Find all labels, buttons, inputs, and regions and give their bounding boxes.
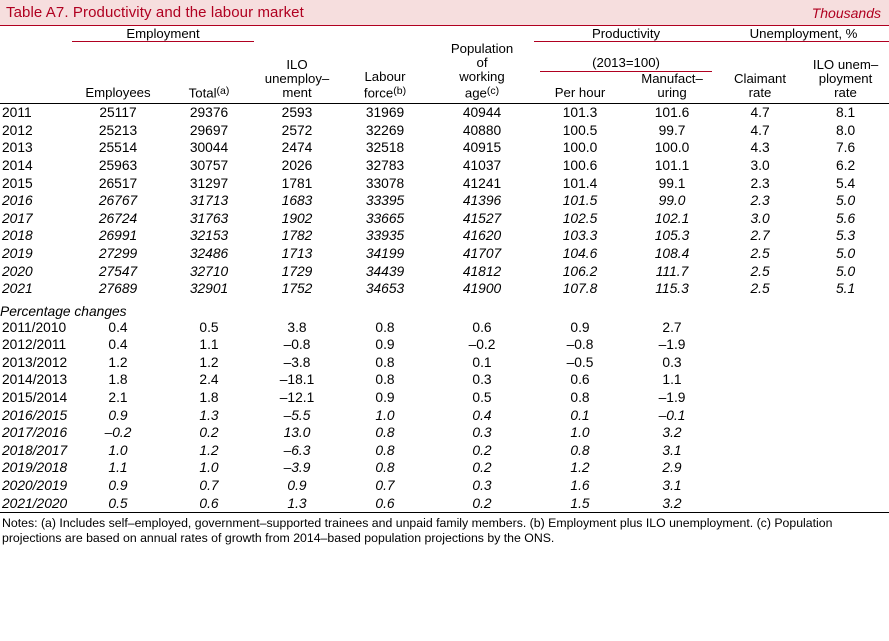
cell-manufacturing: 115.3 (655, 281, 689, 297)
group-unemployment: Unemployment, % (718, 26, 889, 42)
table-row (0, 157, 889, 175)
cell-pop_working_age: 41396 (462, 193, 502, 209)
cell-employees: 0.9 (108, 478, 128, 494)
cell-labour_force: 0.8 (375, 442, 395, 458)
percentage-changes-label-row (0, 304, 889, 319)
cell-total: 29697 (189, 122, 229, 138)
cell-ilo_rate (802, 389, 889, 407)
table-title-bar (0, 0, 889, 26)
cell-claimant: 2.5 (750, 263, 770, 279)
cell-employees: 1.8 (108, 372, 128, 388)
cell-year: 2021/2020 (2, 495, 68, 511)
cell-manufacturing: 99.7 (658, 122, 686, 138)
col-employees: Employees (85, 85, 151, 101)
cell-per_hour: –0.8 (566, 337, 594, 353)
cell-employees: 26991 (98, 228, 138, 244)
cell-year: 2015/2014 (2, 390, 68, 406)
cell-total: 0.2 (199, 425, 219, 441)
cell-pop_working_age: 0.6 (472, 319, 492, 335)
cell-pop_working_age: 41527 (462, 210, 502, 226)
cell-year: 2016/2015 (2, 407, 68, 423)
cell-claimant: 2.3 (750, 193, 770, 209)
cell-pop_working_age: 40944 (462, 105, 502, 121)
page-title: Table A7. Productivity and the labour market (6, 4, 304, 21)
cell-ilo_unemp: –3.8 (283, 354, 311, 370)
cell-pop_working_age: 0.5 (472, 390, 492, 406)
cell-pop_working_age: 41241 (462, 175, 502, 191)
cell-labour_force: 32783 (365, 157, 405, 173)
cell-ilo_rate: 8.0 (835, 122, 856, 138)
cell-total: 31297 (189, 175, 229, 191)
cell-ilo_rate (802, 407, 889, 425)
cell-claimant: 4.7 (750, 105, 770, 121)
cell-year: 2020 (2, 263, 33, 279)
cell-year: 2011 (2, 105, 32, 121)
cell-manufacturing: 102.1 (654, 210, 690, 226)
col-manufacturing: Manufact– uring (641, 71, 703, 101)
cell-ilo_unemp: 1713 (281, 245, 313, 261)
cell-year: 2012 (2, 122, 33, 138)
cell-ilo_unemp: 1782 (281, 228, 313, 244)
cell-ilo_unemp: 1781 (281, 175, 313, 191)
cell-manufacturing: 99.0 (658, 193, 686, 209)
cell-labour_force: 0.8 (375, 319, 395, 335)
cell-year: 2019/2018 (2, 460, 68, 476)
cell-year: 2013/2012 (2, 354, 68, 370)
cell-year: 2012/2011 (2, 337, 67, 353)
cell-per_hour: –0.5 (566, 354, 594, 370)
cell-pop_working_age: 41900 (462, 281, 502, 297)
cell-ilo_unemp: –5.5 (283, 407, 311, 423)
table-row (0, 389, 889, 407)
table-row (0, 424, 889, 442)
cell-total: 1.0 (199, 460, 219, 476)
cell-ilo_rate (802, 371, 889, 389)
table-row (0, 371, 889, 389)
col-population-working-age: Population of working age$^{(c)}$ (450, 40, 514, 101)
cell-claimant (718, 389, 802, 407)
cell-per_hour: 0.1 (570, 407, 590, 423)
cell-per_hour: 106.2 (562, 263, 598, 279)
cell-ilo_unemp: 1902 (281, 210, 313, 226)
cell-total: 30044 (189, 140, 229, 156)
cell-manufacturing: –0.1 (658, 407, 686, 423)
cell-ilo_unemp: –6.3 (283, 442, 311, 458)
cell-per_hour: 0.6 (570, 372, 590, 388)
cell-ilo_rate (802, 354, 889, 372)
table-row (0, 495, 889, 513)
cell-claimant: 4.7 (750, 122, 770, 138)
cell-pop_working_age: 0.2 (472, 460, 492, 476)
cell-ilo_unemp: –0.8 (283, 337, 311, 353)
cell-manufacturing: 2.7 (662, 319, 682, 335)
percentage-changes-label: Percentage changes (0, 303, 127, 319)
cell-labour_force: 33395 (365, 193, 405, 209)
cell-employees: –0.2 (104, 425, 132, 441)
cell-manufacturing: 111.7 (655, 263, 689, 279)
cell-labour_force: 0.8 (375, 372, 395, 388)
cell-ilo_unemp: –3.9 (283, 460, 311, 476)
cell-per_hour: 101.4 (562, 175, 598, 191)
cell-labour_force: 0.9 (375, 390, 395, 406)
cell-manufacturing: 1.1 (662, 372, 682, 388)
cell-total: 32153 (189, 228, 229, 244)
cell-total: 1.1 (199, 337, 219, 353)
cell-ilo_rate (802, 424, 889, 442)
cell-claimant (718, 495, 802, 513)
cell-pop_working_age: 41037 (462, 157, 502, 173)
cell-per_hour: 0.9 (570, 319, 590, 335)
cell-labour_force: 0.8 (375, 425, 395, 441)
cell-employees: 0.4 (108, 337, 128, 353)
cell-total: 1.8 (199, 390, 219, 406)
cell-labour_force: 34653 (365, 281, 405, 297)
cell-labour_force: 0.7 (375, 478, 395, 494)
cell-labour_force: 34199 (365, 245, 405, 261)
cell-employees: 27547 (98, 263, 138, 279)
cell-per_hour: 1.2 (570, 460, 590, 476)
cell-employees: 27299 (98, 245, 138, 261)
cell-year: 2015 (2, 175, 33, 191)
table-row (0, 407, 889, 425)
cell-pop_working_age: –0.2 (468, 337, 496, 353)
cell-per_hour: 100.5 (562, 122, 598, 138)
col-labour-force: Labour force$^{(b)}$ (363, 68, 407, 101)
cell-year: 2017 (2, 210, 33, 226)
cell-ilo_rate (802, 459, 889, 477)
productivity-table (0, 26, 889, 512)
cell-employees: 25117 (99, 105, 137, 121)
col-per-hour: Per hour (554, 85, 606, 101)
cell-per_hour: 102.5 (562, 210, 598, 226)
cell-employees: 25213 (98, 122, 138, 138)
cell-manufacturing: 108.4 (654, 245, 690, 261)
cell-per_hour: 0.8 (570, 390, 590, 406)
cell-total: 1.3 (199, 407, 219, 423)
cell-manufacturing: 2.9 (662, 460, 682, 476)
cell-claimant: 4.3 (750, 140, 770, 156)
cell-manufacturing: 3.2 (662, 425, 682, 441)
cell-ilo_unemp: –18.1 (279, 372, 315, 388)
cell-claimant: 2.7 (750, 228, 770, 244)
cell-year: 2017/2016 (2, 425, 68, 441)
cell-year: 2018 (2, 228, 33, 244)
cell-year: 2019 (2, 245, 33, 261)
units-label: Thousands (811, 4, 881, 21)
cell-total: 1.2 (199, 354, 219, 370)
table-row (0, 227, 889, 245)
table-row (0, 336, 889, 354)
cell-total: 2.4 (199, 372, 219, 388)
changes-section (0, 319, 889, 513)
cell-year: 2011/2010 (2, 319, 67, 335)
cell-claimant (718, 354, 802, 372)
cell-claimant (718, 477, 802, 495)
cell-total: 0.7 (199, 478, 219, 494)
group-productivity: Productivity (534, 26, 718, 42)
cell-employees: 1.2 (108, 354, 128, 370)
cell-employees: 0.9 (108, 407, 128, 423)
table-row (0, 210, 889, 228)
cell-pop_working_age: 0.2 (472, 495, 492, 511)
cell-total: 0.6 (199, 495, 219, 511)
col-claimant-rate: Claimant rate (734, 71, 787, 101)
cell-ilo_rate (802, 495, 889, 513)
cell-year: 2014 (2, 157, 33, 173)
group-employment: Employment (72, 26, 254, 42)
table-row (0, 319, 889, 337)
cell-per_hour: 104.6 (562, 245, 598, 261)
cell-total: 29376 (189, 105, 229, 121)
cell-manufacturing: 101.6 (654, 105, 690, 121)
cell-ilo_rate: 5.6 (835, 210, 856, 226)
cell-per_hour: 1.6 (570, 478, 590, 494)
cell-labour_force: 33935 (365, 228, 405, 244)
cell-labour_force: 34439 (365, 263, 405, 279)
cell-labour_force: 33665 (365, 210, 405, 226)
table-row (0, 192, 889, 210)
cell-per_hour: 107.8 (562, 281, 598, 297)
cell-manufacturing: –1.9 (658, 337, 686, 353)
cell-pop_working_age: 0.3 (472, 425, 492, 441)
header-columns-row (0, 42, 889, 101)
cell-manufacturing: 3.1 (662, 478, 682, 494)
cell-ilo_rate: 5.0 (835, 193, 856, 209)
cell-year: 2020/2019 (2, 478, 68, 494)
cell-claimant (718, 371, 802, 389)
table-row (0, 104, 889, 122)
cell-ilo_unemp: 13.0 (283, 425, 311, 441)
cell-pop_working_age: 0.4 (472, 407, 492, 423)
col-total: Total$^{(a)}$ (188, 84, 230, 101)
cell-ilo_rate: 5.0 (835, 263, 856, 279)
cell-employees: 1.1 (108, 460, 128, 476)
cell-ilo_rate: 6.2 (835, 157, 856, 173)
col-productivity-note: (2013=100) Per hour Manufact– uring (534, 42, 718, 101)
cell-labour_force: 1.0 (375, 407, 395, 423)
cell-year: 2013 (2, 140, 33, 156)
cell-total: 32486 (189, 245, 229, 261)
cell-employees: 25514 (98, 140, 138, 156)
table-row (0, 477, 889, 495)
cell-claimant (718, 424, 802, 442)
cell-employees: 26724 (98, 210, 138, 226)
cell-claimant (718, 407, 802, 425)
cell-pop_working_age: 0.2 (472, 442, 492, 458)
cell-pop_working_age: 41620 (462, 228, 502, 244)
levels-section (0, 104, 889, 298)
cell-employees: 1.0 (108, 442, 128, 458)
table-row (0, 122, 889, 140)
cell-pop_working_age: 41707 (462, 245, 502, 261)
cell-pop_working_age: 40880 (462, 122, 502, 138)
cell-pop_working_age: 40915 (462, 140, 502, 156)
cell-claimant (718, 319, 802, 337)
cell-pop_working_age: 41812 (462, 263, 502, 279)
cell-labour_force: 0.6 (375, 495, 395, 511)
cell-ilo_rate: 7.6 (835, 140, 856, 156)
cell-claimant: 2.3 (750, 175, 770, 191)
cell-total: 31763 (189, 210, 229, 226)
cell-manufacturing: 3.2 (662, 495, 682, 511)
cell-labour_force: 32269 (365, 122, 405, 138)
cell-year: 2021 (2, 281, 33, 297)
col-ilo-unemployment: ILO unemploy– ment (264, 57, 330, 101)
cell-total: 1.2 (199, 442, 219, 458)
cell-pop_working_age: 0.3 (472, 372, 492, 388)
cell-manufacturing: 3.1 (662, 442, 682, 458)
cell-year: 2014/2013 (2, 372, 68, 388)
table-row (0, 175, 889, 193)
cell-ilo_rate: 5.3 (835, 228, 856, 244)
cell-ilo_unemp: 3.8 (287, 319, 307, 335)
cell-per_hour: 101.5 (562, 193, 598, 209)
cell-ilo_unemp: 1729 (281, 263, 313, 279)
cell-employees: 0.5 (108, 495, 128, 511)
cell-ilo_unemp: –12.1 (279, 390, 315, 406)
cell-ilo_rate: 8.1 (835, 105, 856, 121)
cell-labour_force: 0.9 (375, 337, 395, 353)
table-notes: Notes: (a) Includes self–employed, government–supported trainees and unpaid family members. (b) Employment plus ILO unemployment. (c) Population projections are based on annual rates of growth from 2014–based population projections by the ONS. (0, 512, 889, 546)
cell-year: 2018/2017 (2, 442, 68, 458)
cell-total: 0.5 (199, 319, 219, 335)
table-row (0, 263, 889, 281)
cell-ilo_unemp: 1.3 (287, 495, 307, 511)
cell-manufacturing: 101.1 (654, 157, 690, 173)
cell-ilo_rate: 5.0 (835, 245, 856, 261)
cell-employees: 25963 (98, 157, 138, 173)
cell-ilo_rate (802, 477, 889, 495)
cell-manufacturing: 0.3 (662, 354, 682, 370)
cell-labour_force: 31969 (365, 105, 405, 121)
header-group-row (0, 26, 889, 42)
cell-ilo_unemp: 2593 (281, 105, 313, 121)
cell-ilo_unemp: 2026 (281, 157, 313, 173)
table-row (0, 442, 889, 460)
cell-employees: 26767 (98, 193, 138, 209)
cell-claimant (718, 442, 802, 460)
cell-labour_force: 33078 (365, 175, 405, 191)
cell-employees: 27689 (98, 281, 138, 297)
cell-per_hour: 1.0 (570, 425, 590, 441)
cell-ilo_unemp: 0.9 (287, 478, 307, 494)
cell-ilo_rate (802, 319, 889, 337)
cell-ilo_rate (802, 442, 889, 460)
cell-claimant (718, 336, 802, 354)
table-row (0, 139, 889, 157)
cell-employees: 26517 (98, 175, 138, 191)
cell-pop_working_age: 0.1 (472, 354, 492, 370)
cell-per_hour: 103.3 (562, 228, 598, 244)
cell-ilo_unemp: 1752 (281, 281, 313, 297)
cell-total: 30757 (189, 157, 229, 173)
cell-per_hour: 100.0 (562, 140, 598, 156)
cell-employees: 2.1 (108, 390, 128, 406)
cell-labour_force: 0.8 (375, 354, 395, 370)
table-row (0, 459, 889, 477)
cell-ilo_rate (802, 336, 889, 354)
col-ilo-unemployment-rate: ILO unem– ployment rate (812, 57, 879, 101)
cell-claimant: 3.0 (750, 157, 770, 173)
cell-ilo_unemp: 2572 (281, 122, 313, 138)
table-row (0, 245, 889, 263)
cell-claimant: 2.5 (750, 281, 770, 297)
cell-claimant: 2.5 (750, 245, 770, 261)
cell-claimant (718, 459, 802, 477)
table-row (0, 354, 889, 372)
cell-labour_force: 32518 (365, 140, 405, 156)
cell-year: 2016 (2, 193, 33, 209)
cell-total: 31713 (189, 193, 229, 209)
cell-per_hour: 100.6 (562, 157, 598, 173)
cell-manufacturing: 100.0 (654, 140, 690, 156)
cell-pop_working_age: 0.3 (472, 478, 492, 494)
cell-per_hour: 1.5 (570, 495, 590, 511)
cell-ilo_unemp: 2474 (281, 140, 313, 156)
cell-labour_force: 0.8 (375, 460, 395, 476)
cell-manufacturing: –1.9 (658, 390, 686, 406)
cell-per_hour: 0.8 (570, 442, 590, 458)
cell-total: 32901 (189, 281, 229, 297)
cell-ilo_rate: 5.1 (835, 281, 856, 297)
cell-ilo_unemp: 1683 (281, 193, 313, 209)
cell-claimant: 3.0 (750, 210, 770, 226)
cell-manufacturing: 99.1 (658, 175, 686, 191)
cell-total: 32710 (189, 263, 229, 279)
table-row (0, 280, 889, 298)
cell-employees: 0.4 (108, 319, 128, 335)
cell-ilo_rate: 5.4 (835, 175, 856, 191)
cell-per_hour: 101.3 (562, 105, 598, 121)
cell-manufacturing: 105.3 (654, 228, 690, 244)
